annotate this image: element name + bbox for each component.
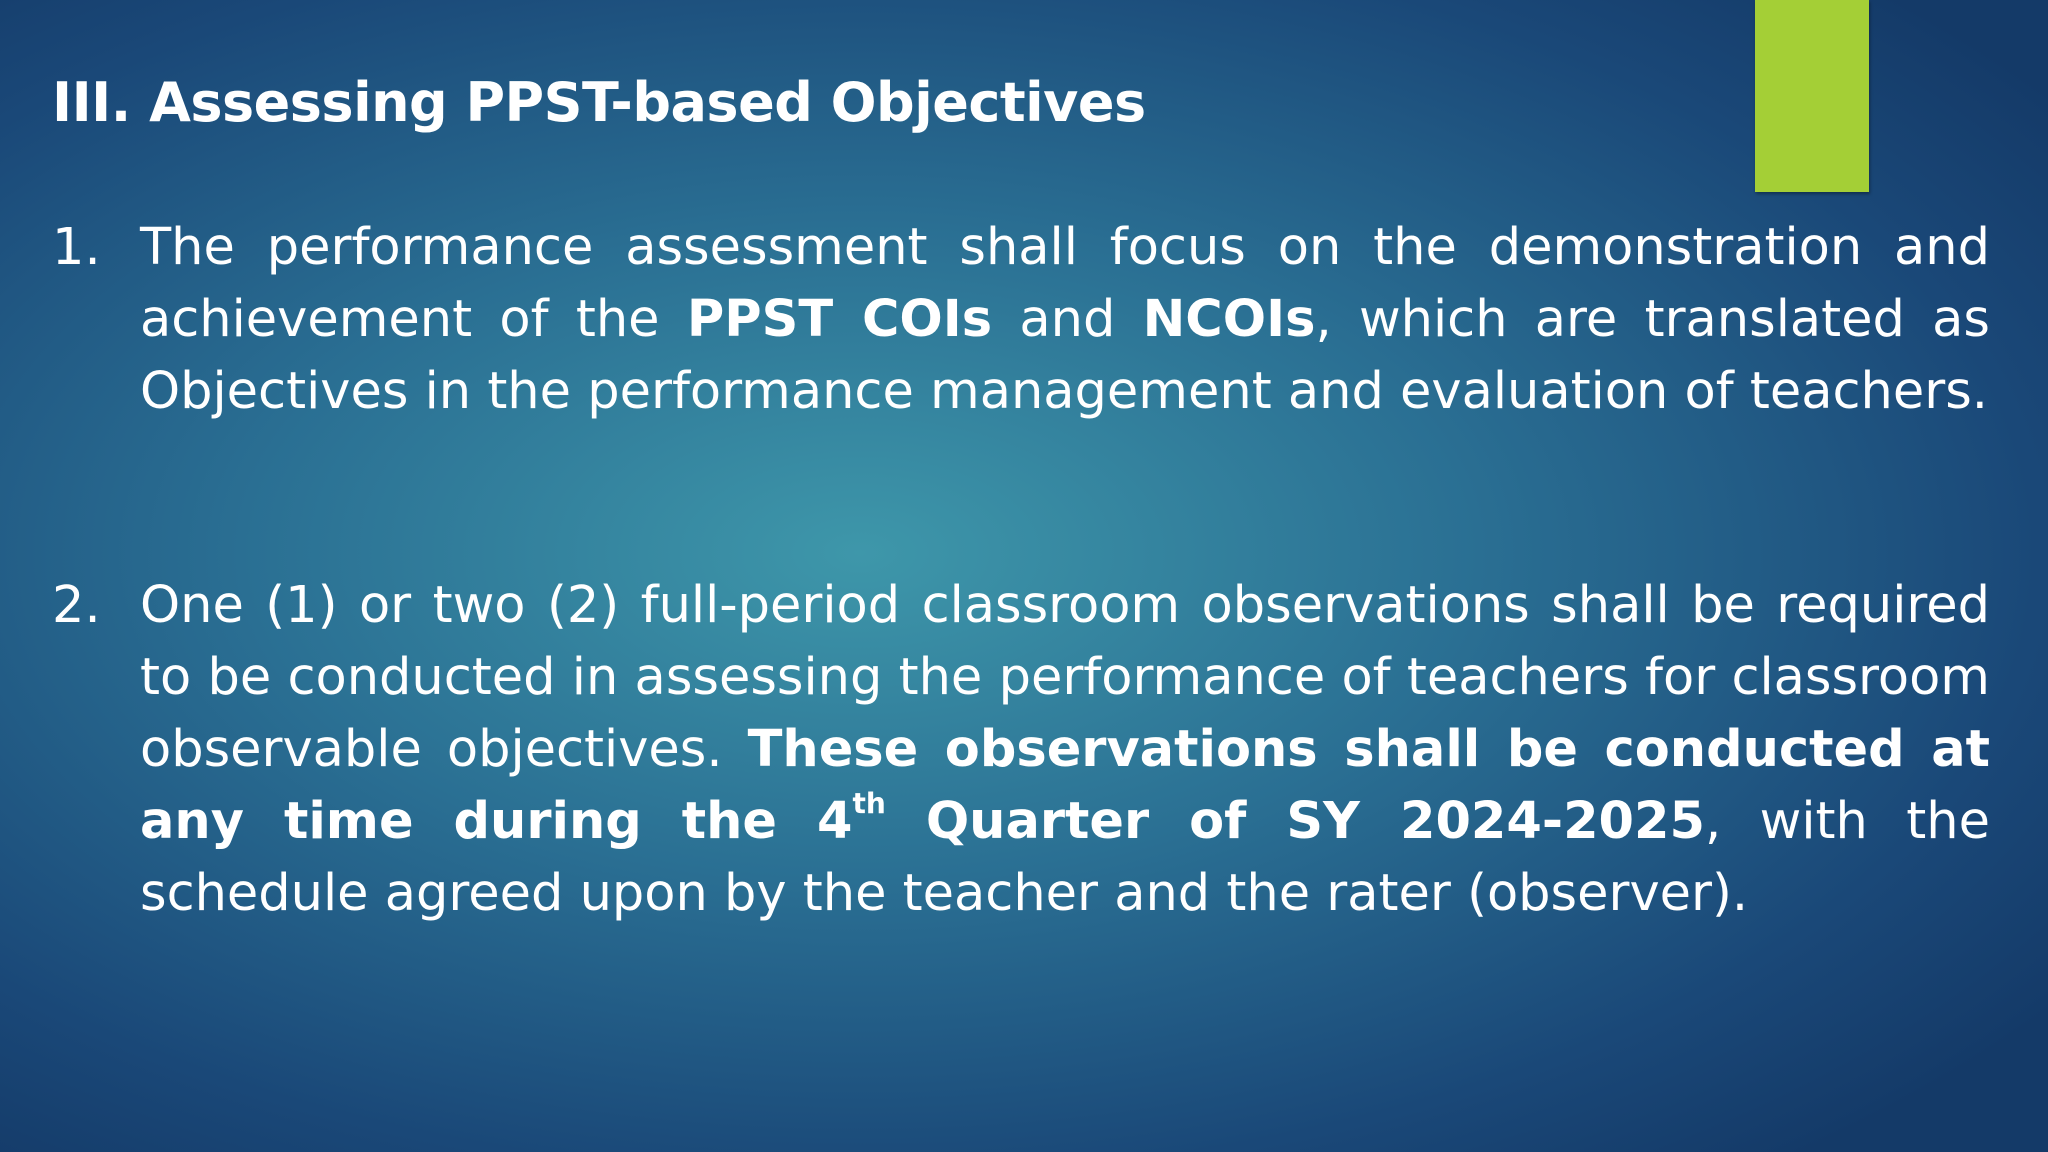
item-bold-text: PPST COIs (686, 290, 993, 349)
item-text-part: , which are translated as Objectives in the performance management and evaluation of teachers. (140, 290, 1990, 421)
ordinal-suffix: th (852, 786, 886, 820)
item-text-part: One (1) or two (2) full-period classroom observations shall be required to be conducted in assessing the performance of teachers for classroom observable objectives. (140, 576, 1990, 779)
item-text-part: and (992, 290, 1143, 349)
slide-title: III. Assessing PPST-based Objectives (52, 71, 1146, 134)
item-text (140, 570, 1990, 930)
item-text (140, 212, 1990, 428)
item-number: 1. (52, 218, 101, 277)
list-item-2 (52, 570, 1990, 930)
list-item-1 (52, 212, 1990, 428)
item-text-part: The performance assessment shall focus on the demonstration and achievement of the (140, 218, 1990, 349)
accent-bar (1755, 0, 1869, 192)
item-bold-text-part: Quarter of SY 2024-2025 (885, 792, 1706, 851)
item-bold-text: NCOIs (1142, 290, 1316, 349)
item-text-part: , with the schedule agreed upon by the teacher and the rater (observer). (140, 792, 1990, 923)
item-number: 2. (52, 576, 101, 635)
item-bold-text-part: These observations shall be conducted at any time during the 4 (140, 720, 1991, 851)
